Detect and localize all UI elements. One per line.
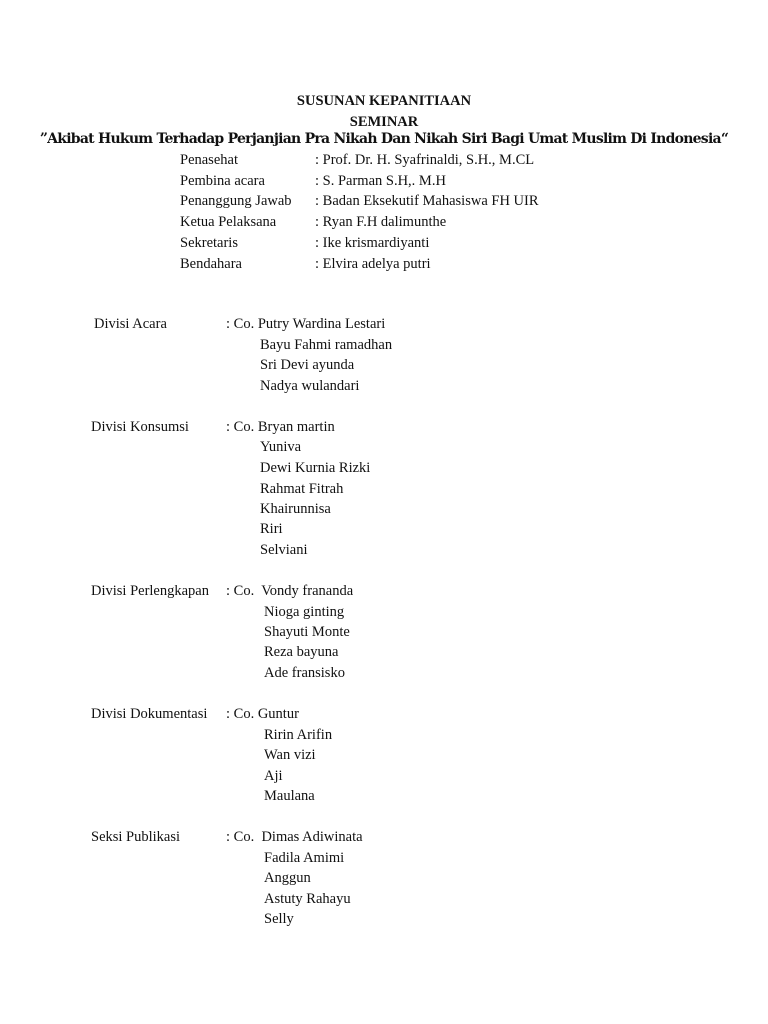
division-member: Selviani [260, 542, 308, 558]
seminar-theme: ”Akibat Hukum Terhadap Perjanjian Pra Nikah Dan Nikah Siri Bagi Umat Muslim Di Indonesia“ [39, 131, 729, 147]
division-member: Shayuti Monte [264, 624, 350, 640]
division-name: Divisi Dokumentasi [91, 706, 208, 722]
division-member: Rahmat Fitrah [260, 481, 344, 497]
document-subtitle: SEMINAR [349, 114, 419, 130]
officer-role: Penanggung Jawab [180, 193, 292, 209]
division-member: Wan vizi [264, 747, 316, 763]
division-member: Anggun [264, 870, 311, 886]
division-member: Riri [260, 521, 283, 537]
officer-role: Bendahara [180, 256, 242, 272]
officer-role: Sekretaris [180, 235, 238, 251]
division-name: Divisi Konsumsi [91, 419, 189, 435]
officer-role: Penasehat [180, 152, 238, 168]
division-coordinator: : Co. Dimas Adiwinata [226, 829, 363, 845]
officer-name: : Prof. Dr. H. Syafrinaldi, S.H., M.CL [315, 152, 535, 168]
division-name: Divisi Perlengkapan [91, 583, 209, 599]
officer-role: Ketua Pelaksana [180, 214, 277, 230]
division-coordinator: : Co. Vondy frananda [226, 583, 354, 599]
division-member: Nioga ginting [264, 604, 345, 620]
division-member: Khairunnisa [260, 501, 331, 517]
division-member: Maulana [264, 788, 315, 804]
officer-name: : Ryan F.H dalimunthe [315, 214, 447, 230]
division-member: Dewi Kurnia Rizki [260, 460, 371, 476]
division-coordinator: : Co. Putry Wardina Lestari [226, 316, 386, 332]
officer-name: : Badan Eksekutif Mahasiswa FH UIR [315, 193, 539, 209]
division-member: Reza bayuna [264, 644, 339, 660]
division-member: Bayu Fahmi ramadhan [260, 337, 393, 353]
division-member: Nadya wulandari [260, 378, 360, 394]
officer-role: Pembina acara [180, 173, 265, 189]
officer-name: : Elvira adelya putri [315, 256, 431, 272]
division-member: Aji [264, 768, 283, 784]
division-coordinator: : Co. Guntur [226, 706, 299, 722]
division-member: Astuty Rahayu [264, 891, 351, 907]
division-member: Ade fransisko [264, 665, 345, 681]
document-title: SUSUNAN KEPANITIAAN [296, 93, 472, 109]
division-name: Divisi Acara [94, 316, 167, 332]
officer-name: : Ike krismardiyanti [315, 235, 430, 251]
division-member: Sri Devi ayunda [260, 357, 355, 373]
division-coordinator: : Co. Bryan martin [226, 419, 335, 435]
division-member: Yuniva [260, 439, 302, 455]
division-member: Fadila Amimi [264, 850, 345, 866]
division-name: Seksi Publikasi [91, 829, 181, 845]
division-member: Ririn Arifin [264, 727, 333, 743]
division-member: Selly [264, 911, 294, 927]
officer-name: : S. Parman S.H,. M.H [315, 173, 446, 189]
